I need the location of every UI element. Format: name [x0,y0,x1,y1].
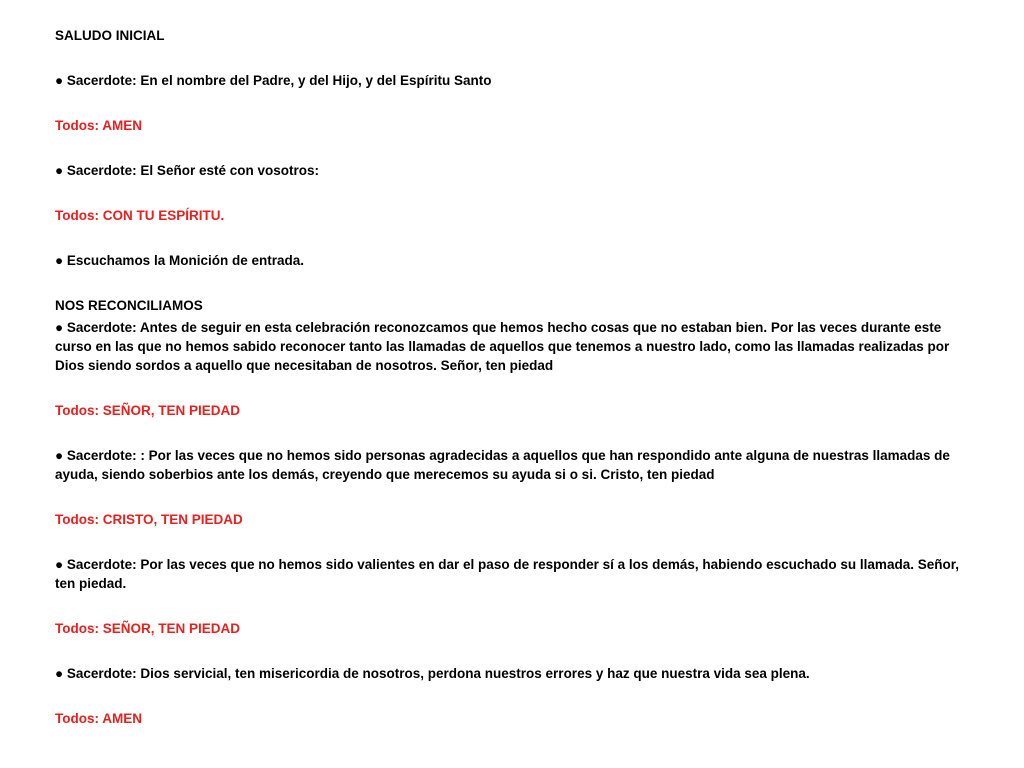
priest-line-5: ● Sacerdote: : Por las veces que no hemos sido personas agradecidas a aquellos que han respondido ante alguna de nuestras llamadas de ayuda, siendo soberbios ante los demás, creyendo que merecemos su ayuda si o si. Cristo, ten piedad [55,448,950,482]
priest-line-2: ● Sacerdote: El Señor esté con vosotros: [55,163,319,178]
monition-line: ● Escuchamos la Monición de entrada. [55,253,304,268]
response-line-2: Todos: CON TU ESPÍRITU. [55,208,225,223]
priest-line-4: ● Sacerdote: Antes de seguir en esta celebración reconozcamos que hemos hecho cosas que no estaban bien. Por las veces durante este curso en las que no hemos sabido reconocer tanto las llamadas de aquellos que tenemos a nuestro lado, como las llamadas realizadas por Dios siendo sordos a aquello que necesitaban de nosotros. Señor, ten piedad [55,320,950,373]
response-line-4: Todos: SEÑOR, TEN PIEDAD [55,403,241,418]
response-line-1: Todos: AMEN [55,118,142,133]
priest-line-7: ● Sacerdote: Dios servicial, ten misericordia de nosotros, perdona nuestros errores y haz que nuestra vida sea plena. [55,666,810,681]
response-line-5: Todos: CRISTO, TEN PIEDAD [55,512,243,527]
priest-line-6: ● Sacerdote: Por las veces que no hemos sido valientes en dar el paso de responder sí a los demás, habiendo escuchado su llamada. Señor, ten piedad. [55,557,959,591]
response-line-6: Todos: SEÑOR, TEN PIEDAD [55,621,241,636]
priest-line-1: ● Sacerdote: En el nombre del Padre, y del Hijo, y del Espíritu Santo [55,73,492,88]
response-line-7: Todos: AMEN [55,711,142,726]
section-title-reconciliamos: NOS RECONCILIAMOS [55,298,203,313]
section-title-saludo: SALUDO INICIAL [55,28,165,43]
